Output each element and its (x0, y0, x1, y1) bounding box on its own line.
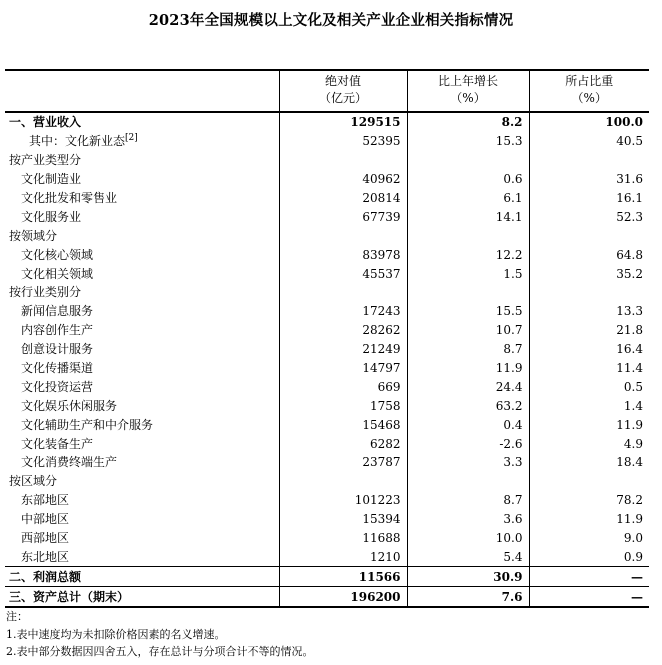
growth-cell: 10.7 (407, 321, 529, 340)
table-row (5, 547, 649, 566)
table-row (5, 377, 649, 396)
row-label (5, 321, 279, 340)
absolute-value-cell: 129515 (279, 112, 407, 132)
row-label (5, 472, 279, 491)
indicator-table (5, 69, 649, 608)
table-title: 2023年全国规模以上文化及相关产业企业相关指标情况 (148, 12, 514, 29)
row-label (5, 132, 279, 151)
growth-cell (407, 226, 529, 245)
table-row (5, 151, 649, 170)
table-row (5, 170, 649, 189)
share-cell: 0.5 (529, 377, 649, 396)
growth-cell: 7.6 (407, 587, 529, 607)
row-label-text: 文化装备生产 (21, 436, 94, 451)
table-row (5, 472, 649, 491)
row-label (5, 207, 279, 226)
notes-heading: 注： (6, 610, 28, 623)
share-cell: 16.1 (529, 189, 649, 208)
share-cell: — (529, 587, 649, 607)
row-label (5, 283, 279, 302)
table-row (5, 283, 649, 302)
row-label-text: 其中：文化新业态 (29, 134, 126, 149)
absolute-value-cell: 15394 (279, 510, 407, 529)
table-row (5, 132, 649, 151)
growth-cell: 5.4 (407, 547, 529, 566)
row-label-text: 一、营业收入 (9, 115, 82, 130)
absolute-value-cell (279, 151, 407, 170)
row-label (5, 396, 279, 415)
row-label-text: 西部地区 (21, 531, 70, 546)
header-absolute-value-unit: （亿元） (318, 91, 367, 105)
growth-cell: 1.5 (407, 264, 529, 283)
absolute-value-cell: 14797 (279, 359, 407, 378)
row-label (5, 170, 279, 189)
share-cell: 35.2 (529, 264, 649, 283)
share-cell: 78.2 (529, 491, 649, 510)
share-cell (529, 151, 649, 170)
share-cell: 9.0 (529, 529, 649, 548)
row-label (5, 415, 279, 434)
row-label (5, 491, 279, 510)
share-cell: 100.0 (529, 112, 649, 132)
growth-cell: 30.9 (407, 567, 529, 587)
table-row (5, 302, 649, 321)
row-label (5, 189, 279, 208)
row-label (5, 359, 279, 378)
row-label (5, 510, 279, 529)
table-row (5, 567, 649, 587)
row-label-text: 文化批发和零售业 (21, 191, 118, 205)
table-row (5, 529, 649, 548)
row-label (5, 151, 279, 170)
row-label-text: 文化娱乐休闲服务 (21, 398, 118, 413)
row-label (5, 587, 279, 607)
growth-cell: 0.4 (407, 415, 529, 434)
absolute-value-cell: 11688 (279, 529, 407, 548)
table-row (5, 207, 649, 226)
share-cell: 16.4 (529, 340, 649, 359)
row-label (5, 340, 279, 359)
row-label (5, 377, 279, 396)
share-cell: 11.4 (529, 359, 649, 378)
growth-cell: -2.6 (407, 434, 529, 453)
share-cell: — (529, 567, 649, 587)
absolute-value-cell: 15468 (279, 415, 407, 434)
table-body (5, 112, 649, 607)
absolute-value-cell (279, 283, 407, 302)
table-row (5, 112, 649, 132)
row-label (5, 453, 279, 472)
growth-cell: 15.3 (407, 132, 529, 151)
share-cell: 11.9 (529, 510, 649, 529)
row-label (5, 434, 279, 453)
row-label-text: 文化服务业 (21, 209, 82, 224)
growth-cell: 8.7 (407, 340, 529, 359)
note-1: 1.表中速度均为未扣除价格因素的名义增速。 (6, 627, 226, 641)
absolute-value-cell: 52395 (279, 132, 407, 151)
share-cell (529, 283, 649, 302)
table-row (5, 491, 649, 510)
row-label-text: 内容创作生产 (21, 323, 94, 338)
row-label-text: 文化核心领域 (21, 247, 94, 262)
row-label-text: 按区域分 (9, 474, 58, 489)
table-row (5, 359, 649, 378)
table-row (5, 321, 649, 340)
header-share-unit: （%） (571, 91, 607, 105)
header-growth-unit: （%） (450, 91, 486, 105)
table-row (5, 245, 649, 264)
absolute-value-cell: 1210 (279, 547, 407, 566)
growth-cell: 8.7 (407, 491, 529, 510)
growth-cell (407, 151, 529, 170)
absolute-value-cell (279, 226, 407, 245)
row-label-text: 文化辅助生产和中介服务 (21, 417, 154, 432)
header-share (529, 70, 649, 112)
absolute-value-cell: 669 (279, 377, 407, 396)
row-label-text: 按行业类别分 (9, 285, 82, 300)
absolute-value-cell: 11566 (279, 567, 407, 587)
header-indicator (5, 70, 279, 112)
row-label (5, 547, 279, 566)
growth-cell: 63.2 (407, 396, 529, 415)
growth-cell: 6.1 (407, 189, 529, 208)
absolute-value-cell: 45537 (279, 264, 407, 283)
footnote-ref: [2] (125, 133, 138, 144)
absolute-value-cell: 28262 (279, 321, 407, 340)
absolute-value-cell: 20814 (279, 189, 407, 208)
growth-cell: 14.1 (407, 207, 529, 226)
row-label (5, 529, 279, 548)
share-cell (529, 226, 649, 245)
row-label-text: 文化传播渠道 (21, 361, 94, 376)
share-cell: 18.4 (529, 453, 649, 472)
table-row (5, 434, 649, 453)
table-row (5, 415, 649, 434)
growth-cell: 11.9 (407, 359, 529, 378)
growth-cell: 0.6 (407, 170, 529, 189)
row-label-text: 新闻信息服务 (21, 304, 94, 319)
absolute-value-cell: 67739 (279, 207, 407, 226)
table-row (5, 264, 649, 283)
share-cell: 21.8 (529, 321, 649, 340)
share-cell: 31.6 (529, 170, 649, 189)
row-label-text: 按产业类型分 (9, 153, 82, 168)
row-label (5, 112, 279, 132)
share-cell: 40.5 (529, 132, 649, 151)
row-label-text: 按领域分 (9, 228, 58, 243)
growth-cell: 3.3 (407, 453, 529, 472)
absolute-value-cell: 196200 (279, 587, 407, 607)
growth-cell: 3.6 (407, 510, 529, 529)
share-cell: 4.9 (529, 434, 649, 453)
row-label-text: 文化消费终端生产 (21, 455, 118, 470)
header-growth (407, 70, 529, 112)
share-cell (529, 472, 649, 491)
growth-cell: 10.0 (407, 529, 529, 548)
table-row (5, 510, 649, 529)
row-label (5, 226, 279, 245)
row-label (5, 245, 279, 264)
row-label-text: 文化投资运营 (21, 379, 94, 394)
absolute-value-cell: 1758 (279, 396, 407, 415)
growth-cell: 15.5 (407, 302, 529, 321)
growth-cell: 8.2 (407, 112, 529, 132)
table-row (5, 189, 649, 208)
row-label (5, 302, 279, 321)
share-cell: 1.4 (529, 396, 649, 415)
absolute-value-cell: 23787 (279, 453, 407, 472)
absolute-value-cell: 17243 (279, 302, 407, 321)
share-cell: 11.9 (529, 415, 649, 434)
growth-cell (407, 472, 529, 491)
table-row (5, 340, 649, 359)
row-label-text: 创意设计服务 (21, 342, 94, 357)
table-header-row (5, 70, 649, 112)
absolute-value-cell: 40962 (279, 170, 407, 189)
absolute-value-cell: 21249 (279, 340, 407, 359)
growth-cell: 24.4 (407, 377, 529, 396)
table-row (5, 453, 649, 472)
row-label (5, 264, 279, 283)
growth-cell: 12.2 (407, 245, 529, 264)
share-cell: 13.3 (529, 302, 649, 321)
row-label-text: 文化制造业 (21, 172, 82, 187)
share-cell: 52.3 (529, 207, 649, 226)
absolute-value-cell: 83978 (279, 245, 407, 264)
table-row (5, 396, 649, 415)
growth-cell (407, 283, 529, 302)
row-label-text: 三、资产总计（期末） (9, 589, 130, 604)
share-cell: 0.9 (529, 547, 649, 566)
absolute-value-cell: 6282 (279, 434, 407, 453)
header-share-line1: 所占比重 (565, 74, 614, 88)
table-row (5, 226, 649, 245)
table-row (5, 587, 649, 607)
header-growth-line1: 比上年增长 (437, 74, 498, 88)
row-label (5, 567, 279, 587)
header-absolute-value-line1: 绝对值 (324, 74, 361, 88)
row-label-text: 中部地区 (21, 512, 70, 527)
row-label-text: 二、利润总额 (9, 569, 82, 584)
row-label-text: 东部地区 (21, 493, 70, 508)
row-label-text: 文化相关领域 (21, 266, 94, 281)
row-label-text: 东北地区 (21, 549, 70, 564)
note-2: 2.表中部分数据因四舍五入，存在总计与分项合计不等的情况。 (6, 645, 314, 658)
header-absolute-value (279, 70, 407, 112)
share-cell: 64.8 (529, 245, 649, 264)
absolute-value-cell: 101223 (279, 491, 407, 510)
table-notes (6, 608, 314, 661)
absolute-value-cell (279, 472, 407, 491)
